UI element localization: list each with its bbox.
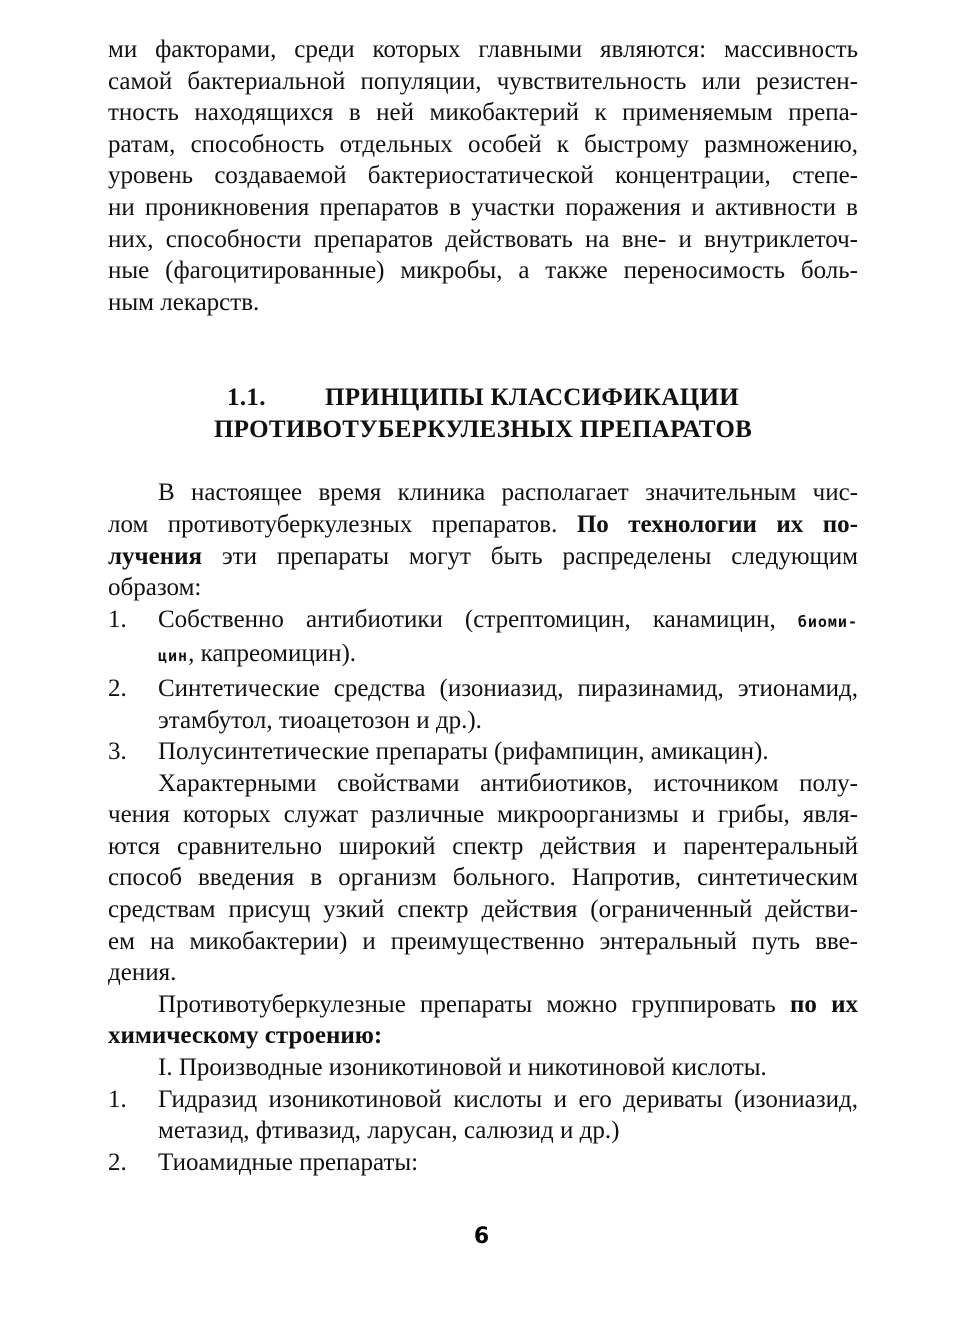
text-line: ные (фагоцитированные) микробы, а также переносимость боль-	[108, 257, 858, 285]
text-line: Гидразид изоникотиновой кислоты и его дериваты (изониазид,	[158, 1085, 858, 1113]
text-line: Характерными свойствами антибиотиков, источником полу-	[158, 769, 858, 797]
bold-term: лучения	[108, 542, 203, 570]
group-heading: I. Производные изоникотиновой и никотиновой кислоты.	[158, 1054, 767, 1082]
text-line: ратам, способность отдельных особей к быстрому размножению,	[108, 130, 858, 158]
list-item	[108, 604, 858, 673]
text-line: ни проникновения препаратов в участки поражения и активности в	[108, 193, 858, 221]
list-item	[108, 1084, 858, 1147]
page-number: 6	[473, 1224, 490, 1249]
list-technology	[108, 604, 858, 768]
text-line: средствам присущ узкий спектр действия (ограниченный действи-	[108, 896, 858, 924]
bold-term: химическому строению:	[108, 1022, 383, 1050]
section-title-2: ПРОТИВОТУБЕРКУЛЕЗНЫХ ПРЕПАРАТОВ	[213, 416, 753, 444]
intro-paragraph	[108, 34, 858, 318]
text-line: дения.	[108, 959, 177, 987]
text-line: Синтетические средства (изониазид, пиразинамид, этионамид,	[158, 674, 858, 702]
text-line: ем на микобактерии) и преимущественно энтеральный путь вве-	[108, 927, 858, 955]
section-heading	[108, 382, 858, 446]
text-span: Собственно антибиотики (стрептомицин, канамицин,	[158, 605, 798, 633]
bold-term: По технологии их по-	[576, 510, 858, 538]
list-chemical	[108, 1084, 858, 1179]
text-line: Тиоамидные препараты:	[158, 1148, 419, 1176]
list-item	[108, 736, 858, 768]
text-line: метазид, фтивазид, ларусан, салюзид и др.)	[158, 1117, 620, 1145]
text-line	[108, 989, 858, 1021]
list-number: 3.	[108, 738, 127, 766]
section-title-1: ПРИНЦИПЫ КЛАССИФИКАЦИИ	[325, 384, 739, 412]
page-body	[108, 34, 858, 1178]
typewriter-insert: биоми-	[797, 612, 858, 631]
list-number: 2.	[108, 1148, 127, 1176]
bold-term: по их	[789, 990, 858, 1018]
text-span: лом противотуберкулезных препаратов.	[108, 510, 577, 538]
list-number: 1.	[108, 605, 127, 633]
text-line	[158, 638, 858, 673]
text-line	[108, 509, 858, 541]
text-line: самой бактериальной популяции, чувствительность или резистен-	[108, 67, 858, 95]
heading-line-1	[108, 382, 858, 414]
text-line	[158, 604, 858, 639]
text-line: уровень создаваемой бактериостатической концентрации, степе-	[108, 162, 858, 190]
text-line: них, способности препаратов действовать на вне- и внутриклеточ-	[108, 225, 858, 253]
text-line: В настоящее время клиника располагает значительным чис-	[158, 479, 858, 507]
list-number: 1.	[108, 1085, 127, 1113]
list-number: 2.	[108, 674, 127, 702]
text-span: эти препараты могут быть распределены следующим	[202, 542, 858, 570]
text-line	[108, 1020, 858, 1052]
paragraph-properties	[108, 768, 858, 989]
text-line: ным лекарств.	[108, 288, 260, 316]
paragraph-technology	[108, 477, 858, 603]
text-line: способ введения в организм больного. Напротив, синтетическим	[108, 864, 858, 892]
text-line	[108, 541, 858, 573]
list-item	[108, 1147, 858, 1179]
text-span: , капреомицин).	[188, 640, 357, 668]
text-line: тность находящихся в ней микобактерий к применяемым препа-	[108, 99, 858, 127]
text-line: Полусинтетические препараты (рифампицин, амикацин).	[158, 738, 769, 766]
text-span: Противотуберкулезные препараты можно группировать	[158, 990, 790, 1018]
text-line: образом:	[108, 574, 202, 602]
typewriter-insert: цин	[158, 647, 189, 666]
text-line: ми факторами, среди которых главными являются: массивность	[108, 36, 858, 63]
text-line: чения которых служат различные микроорганизмы и грибы, явля-	[108, 801, 858, 829]
list-item	[108, 673, 858, 736]
section-number: 1.1.	[227, 384, 266, 412]
text-line: ются сравнительно широкий спектр действия и парентеральный	[108, 832, 858, 860]
paragraph-chemical	[108, 989, 858, 1084]
text-line: этамбутол, тиоацетозон и др.).	[158, 706, 482, 734]
